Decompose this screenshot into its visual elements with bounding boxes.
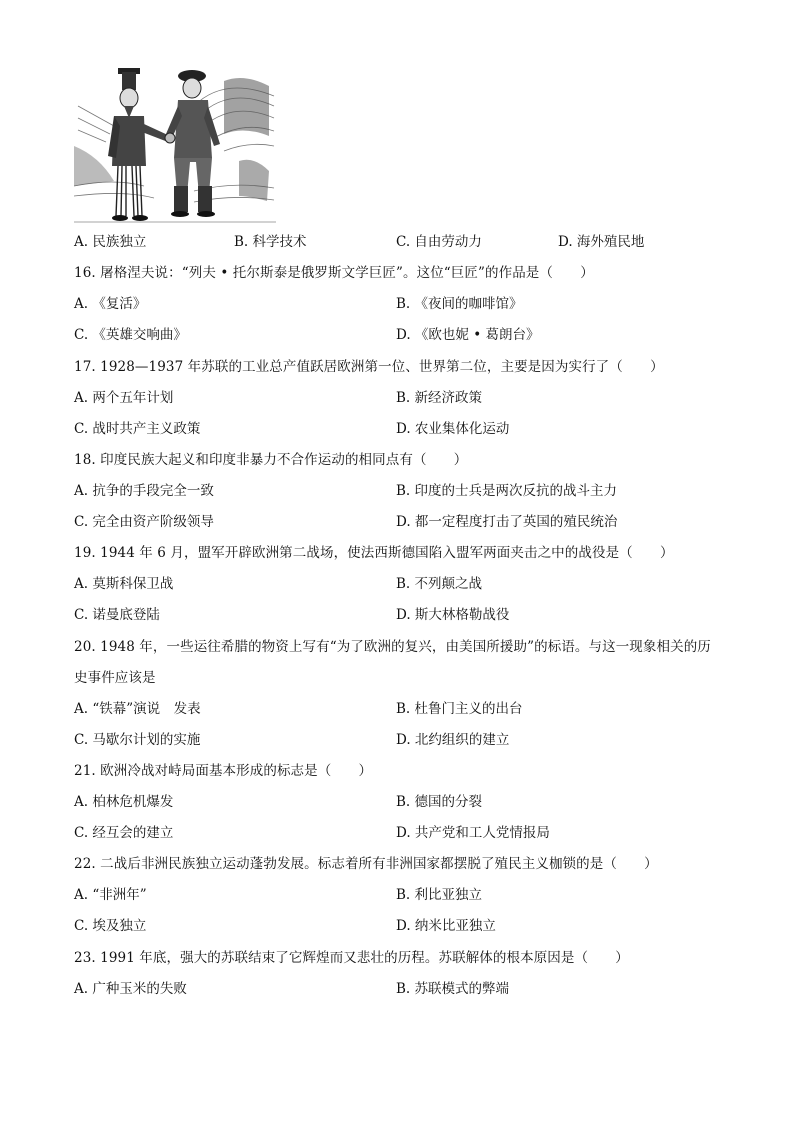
q18-option-a[interactable]: A. 抗争的手段完全一致 [74,483,214,499]
q18-options-row2 [74,511,734,533]
q15-option-b[interactable]: B. 科学技术 [234,234,307,250]
q20-options-row1 [74,698,734,720]
q15-option-c[interactable]: C. 自由劳动力 [396,234,482,250]
q21-options-row1 [74,791,734,813]
q19-option-a[interactable]: A. 莫斯科保卫战 [74,576,174,592]
q17-option-a[interactable]: A. 两个五年计划 [74,390,174,406]
q19-option-b[interactable]: B. 不列颠之战 [396,576,483,592]
q16-options-row1 [74,293,734,315]
q19-option-d[interactable]: D. 斯大林格勒战役 [396,607,510,623]
q19-options-row2 [74,604,734,626]
q22-option-c[interactable]: C. 埃及独立 [74,918,147,934]
q16-option-d[interactable]: D. 《欧也妮 • 葛朗台》 [396,327,540,343]
q18-option-b[interactable]: B. 印度的士兵是两次反抗的战斗主力 [396,483,618,499]
q20-stem: 20. 1948 年，一些运往希腊的物资上写有“为了欧洲的复兴，由美国所援助”的标语。与这一现象相关的历 [74,639,711,655]
q23-option-a[interactable]: A. 广种玉米的失败 [74,981,187,997]
q20-stem-continued: 史事件应该是 [74,670,156,686]
q23-options-row1 [74,978,734,1000]
q20-option-a[interactable]: A. “铁幕”演说 发表 [74,701,201,717]
q17-options-row2 [74,418,734,440]
q22-option-d[interactable]: D. 纳米比亚独立 [396,918,496,934]
q20-options-row2 [74,729,734,751]
q18-option-c[interactable]: C. 完全由资产阶级领导 [74,514,214,530]
q22-options-row2 [74,915,734,937]
q15-options [74,231,734,253]
q22-option-b[interactable]: B. 利比亚独立 [396,887,483,903]
q18-options-row1 [74,480,734,502]
q17-option-c[interactable]: C. 战时共产主义政策 [74,421,201,437]
q17-stem: 17. 1928—1937 年苏联的工业总产值跃居欧洲第一位、世界第二位，主要是因为实行了（ ） [74,359,664,375]
q21-option-c[interactable]: C. 经互会的建立 [74,825,174,841]
q23-stem: 23. 1991 年底，强大的苏联结束了它辉煌而又悲壮的历程。苏联解体的根本原因是（ ） [74,950,629,966]
q18-stem: 18. 印度民族大起义和印度非暴力不合作运动的相同点有（ ） [74,452,468,468]
q22-stem: 22. 二战后非洲民族独立运动蓬勃发展。标志着所有非洲国家都摆脱了殖民主义枷锁的是（ ） [74,856,658,872]
q16-option-a[interactable]: A. 《复活》 [74,296,147,312]
q17-option-d[interactable]: D. 农业集体化运动 [396,421,510,437]
q23-option-b[interactable]: B. 苏联模式的弊端 [396,981,510,997]
q15-option-a[interactable]: A. 民族独立 [74,234,147,250]
q20-option-c[interactable]: C. 马歇尔计划的实施 [74,732,201,748]
q21-option-a[interactable]: A. 柏林危机爆发 [74,794,174,810]
q22-options-row1 [74,884,734,906]
q16-stem: 16. 屠格涅夫说：“列夫 • 托尔斯泰是俄罗斯文学巨匠”。这位“巨匠”的作品是（ ） [74,265,594,281]
q16-options-row2 [74,324,734,346]
q21-stem: 21. 欧洲冷战对峙局面基本形成的标志是（ ） [74,763,373,779]
q19-stem: 19. 1944 年 6 月，盟军开辟欧洲第二战场，使法西斯德国陷入盟军两面夹击之中的战役是（ ） [74,545,674,561]
q18-option-d[interactable]: D. 都一定程度打击了英国的殖民统治 [396,514,618,530]
q16-option-c[interactable]: C. 《英雄交响曲》 [74,327,187,343]
q20-option-b[interactable]: B. 杜鲁门主义的出台 [396,701,523,717]
q22-option-a[interactable]: A. “非洲年” [74,887,147,903]
q17-options-row1 [74,387,734,409]
q16-option-b[interactable]: B. 《夜间的咖啡馆》 [396,296,523,312]
q21-options-row2 [74,822,734,844]
q20-option-d[interactable]: D. 北约组织的建立 [396,732,510,748]
q21-option-d[interactable]: D. 共产党和工人党情报局 [396,825,550,841]
q17-option-b[interactable]: B. 新经济政策 [396,390,483,406]
q19-option-c[interactable]: C. 诺曼底登陆 [74,607,160,623]
q19-options-row1 [74,573,734,595]
handshake-engraving-illustration [74,66,276,226]
q21-option-b[interactable]: B. 德国的分裂 [396,794,483,810]
q15-option-d[interactable]: D. 海外殖民地 [558,234,645,250]
